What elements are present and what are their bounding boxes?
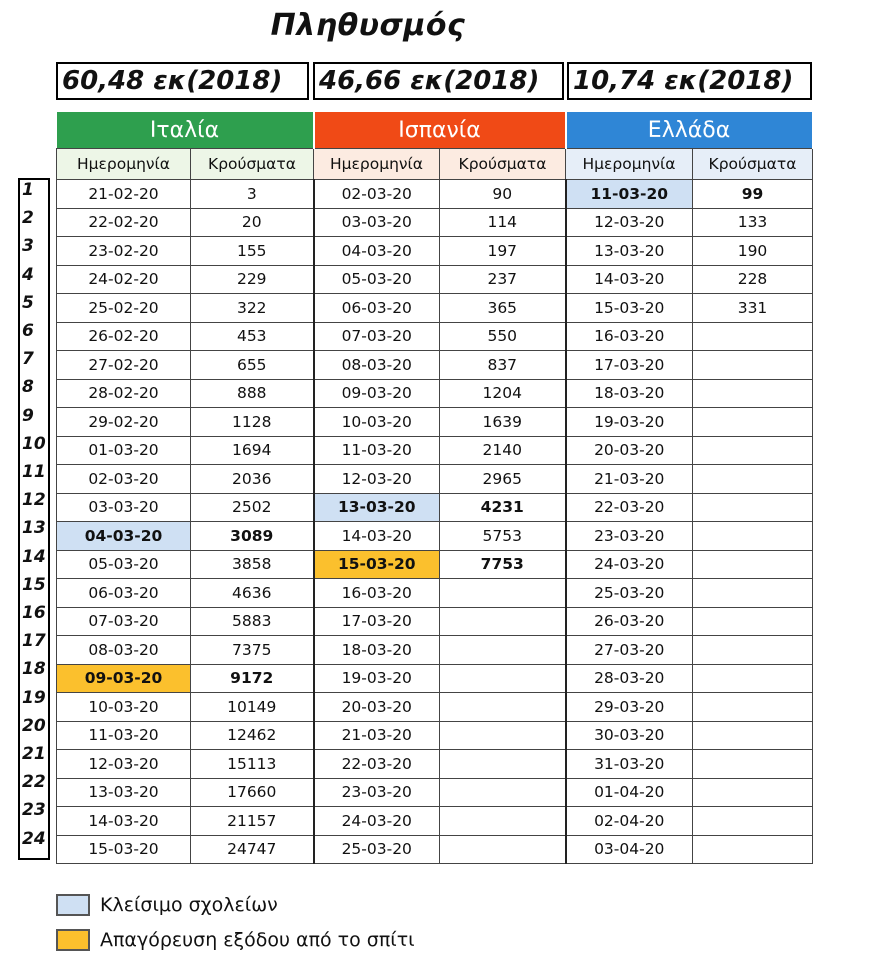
cell-date-spain: 24-03-20 xyxy=(314,807,440,836)
row-number: 9 xyxy=(22,405,34,426)
cell-date-spain: 15-03-20 xyxy=(314,550,440,579)
cell-cases-italy: 322 xyxy=(191,294,314,323)
row-number: 3 xyxy=(22,236,34,257)
table-row xyxy=(57,208,813,237)
cell-cases-spain xyxy=(440,721,566,750)
cell-cases-italy: 24747 xyxy=(191,835,314,864)
cell-date-spain: 21-03-20 xyxy=(314,721,440,750)
cell-date-spain: 25-03-20 xyxy=(314,835,440,864)
cell-date-spain: 23-03-20 xyxy=(314,778,440,807)
cell-cases-italy: 4636 xyxy=(191,579,314,608)
legend-swatch-stay-home xyxy=(56,929,90,951)
column-header-date: Ημερομηνία xyxy=(566,149,693,180)
table-row xyxy=(57,408,813,437)
row-number: 17 xyxy=(22,631,46,652)
cell-cases-greece xyxy=(693,607,813,636)
cell-date-greece: 13-03-20 xyxy=(566,237,693,266)
cell-cases-italy: 15113 xyxy=(191,750,314,779)
cell-date-spain: 19-03-20 xyxy=(314,664,440,693)
row-number: 23 xyxy=(22,800,46,821)
cell-cases-greece: 228 xyxy=(693,265,813,294)
cell-cases-italy: 3089 xyxy=(191,522,314,551)
cell-cases-spain: 114 xyxy=(440,208,566,237)
cell-cases-greece xyxy=(693,693,813,722)
cell-date-spain: 10-03-20 xyxy=(314,408,440,437)
table-row xyxy=(57,721,813,750)
cell-date-italy: 14-03-20 xyxy=(57,807,191,836)
cell-cases-spain xyxy=(440,778,566,807)
cell-cases-spain: 4231 xyxy=(440,493,566,522)
cell-cases-spain: 197 xyxy=(440,237,566,266)
cell-date-greece: 23-03-20 xyxy=(566,522,693,551)
population-italy: 60,48 εκ(2018) xyxy=(56,62,309,100)
row-number: 18 xyxy=(22,659,46,680)
cell-cases-italy: 3 xyxy=(191,180,314,209)
cell-cases-spain xyxy=(440,693,566,722)
table-row xyxy=(57,294,813,323)
cell-cases-greece: 190 xyxy=(693,237,813,266)
cell-cases-italy: 1694 xyxy=(191,436,314,465)
cell-cases-greece xyxy=(693,579,813,608)
cell-date-italy: 09-03-20 xyxy=(57,664,191,693)
cell-date-greece: 01-04-20 xyxy=(566,778,693,807)
cell-cases-italy: 2036 xyxy=(191,465,314,494)
cell-date-greece: 30-03-20 xyxy=(566,721,693,750)
population-spain: 46,66 εκ(2018) xyxy=(313,62,564,100)
country-header-italy: Ιταλία xyxy=(57,112,314,149)
cell-date-spain: 20-03-20 xyxy=(314,693,440,722)
cell-cases-greece xyxy=(693,351,813,380)
row-number: 8 xyxy=(22,377,34,398)
cell-date-italy: 05-03-20 xyxy=(57,550,191,579)
cell-cases-greece xyxy=(693,379,813,408)
cell-cases-italy: 9172 xyxy=(191,664,314,693)
cell-cases-spain xyxy=(440,636,566,665)
cell-cases-greece xyxy=(693,465,813,494)
cell-date-spain: 18-03-20 xyxy=(314,636,440,665)
row-number: 20 xyxy=(22,715,46,736)
cell-date-spain: 02-03-20 xyxy=(314,180,440,209)
table-row xyxy=(57,180,813,209)
cell-date-greece: 22-03-20 xyxy=(566,493,693,522)
cell-cases-greece xyxy=(693,550,813,579)
cell-date-italy: 22-02-20 xyxy=(57,208,191,237)
table-row xyxy=(57,265,813,294)
cell-cases-italy: 10149 xyxy=(191,693,314,722)
cell-cases-spain xyxy=(440,607,566,636)
table-row xyxy=(57,807,813,836)
cell-cases-greece xyxy=(693,778,813,807)
page-title: Πληθυσμός xyxy=(270,8,466,43)
cell-date-italy: 28-02-20 xyxy=(57,379,191,408)
cell-date-italy: 10-03-20 xyxy=(57,693,191,722)
cell-cases-spain: 5753 xyxy=(440,522,566,551)
cell-cases-greece: 331 xyxy=(693,294,813,323)
cell-cases-italy: 20 xyxy=(191,208,314,237)
cell-date-spain: 17-03-20 xyxy=(314,607,440,636)
cell-cases-spain xyxy=(440,579,566,608)
cell-date-italy: 27-02-20 xyxy=(57,351,191,380)
cell-date-italy: 11-03-20 xyxy=(57,721,191,750)
cell-date-greece: 28-03-20 xyxy=(566,664,693,693)
cell-cases-greece xyxy=(693,322,813,351)
cell-cases-greece xyxy=(693,750,813,779)
cell-date-greece: 25-03-20 xyxy=(566,579,693,608)
table-row xyxy=(57,550,813,579)
cell-date-spain: 13-03-20 xyxy=(314,493,440,522)
cell-date-greece: 11-03-20 xyxy=(566,180,693,209)
table-row xyxy=(57,636,813,665)
table-row xyxy=(57,693,813,722)
column-header-cases: Κρούσματα xyxy=(693,149,813,180)
cell-date-spain: 16-03-20 xyxy=(314,579,440,608)
cell-date-greece: 20-03-20 xyxy=(566,436,693,465)
cell-date-greece: 14-03-20 xyxy=(566,265,693,294)
cell-date-spain: 09-03-20 xyxy=(314,379,440,408)
cell-cases-spain: 837 xyxy=(440,351,566,380)
column-header-cases: Κρούσματα xyxy=(440,149,566,180)
legend-label-school-closure: Κλείσιμο σχολείων xyxy=(100,894,278,916)
cell-date-greece: 15-03-20 xyxy=(566,294,693,323)
cell-date-spain: 06-03-20 xyxy=(314,294,440,323)
table-row xyxy=(57,351,813,380)
table-row xyxy=(57,522,813,551)
table-row xyxy=(57,579,813,608)
cell-date-spain: 07-03-20 xyxy=(314,322,440,351)
cell-date-spain: 11-03-20 xyxy=(314,436,440,465)
cell-date-greece: 02-04-20 xyxy=(566,807,693,836)
cell-date-greece: 17-03-20 xyxy=(566,351,693,380)
cell-cases-spain: 1204 xyxy=(440,379,566,408)
row-number: 14 xyxy=(22,546,46,567)
row-number: 16 xyxy=(22,603,46,623)
cell-cases-greece xyxy=(693,664,813,693)
table-row xyxy=(57,379,813,408)
cell-cases-italy: 453 xyxy=(191,322,314,351)
country-header-spain: Ισπανία xyxy=(314,112,566,149)
cell-cases-italy: 21157 xyxy=(191,807,314,836)
table-row xyxy=(57,493,813,522)
row-number: 19 xyxy=(22,687,46,708)
country-header-greece: Ελλάδα xyxy=(566,112,813,149)
cell-date-italy: 12-03-20 xyxy=(57,750,191,779)
table-row xyxy=(57,607,813,636)
cell-date-greece: 21-03-20 xyxy=(566,465,693,494)
row-number: 15 xyxy=(22,574,46,595)
table-row xyxy=(57,835,813,864)
cell-date-spain: 22-03-20 xyxy=(314,750,440,779)
row-number: 5 xyxy=(22,292,34,313)
cell-cases-spain: 1639 xyxy=(440,408,566,437)
cell-cases-italy: 2502 xyxy=(191,493,314,522)
cell-date-greece: 31-03-20 xyxy=(566,750,693,779)
cell-cases-greece xyxy=(693,522,813,551)
cell-cases-spain: 237 xyxy=(440,265,566,294)
legend-swatch-school-closure xyxy=(56,894,90,916)
cell-cases-spain: 365 xyxy=(440,294,566,323)
cell-cases-italy: 655 xyxy=(191,351,314,380)
cell-cases-greece xyxy=(693,493,813,522)
row-number: 1 xyxy=(22,180,34,200)
cell-date-italy: 21-02-20 xyxy=(57,180,191,209)
row-number: 12 xyxy=(22,490,46,511)
cell-date-spain: 08-03-20 xyxy=(314,351,440,380)
cell-cases-greece xyxy=(693,436,813,465)
table-body xyxy=(57,180,813,864)
table-row xyxy=(57,465,813,494)
legend-stay-home xyxy=(56,929,415,951)
table-row xyxy=(57,436,813,465)
cell-cases-spain xyxy=(440,664,566,693)
cases-table xyxy=(56,112,814,864)
cell-date-italy: 13-03-20 xyxy=(57,778,191,807)
population-greece: 10,74 εκ(2018) xyxy=(567,62,812,100)
cell-date-italy: 25-02-20 xyxy=(57,294,191,323)
cell-cases-spain xyxy=(440,750,566,779)
cell-cases-italy: 229 xyxy=(191,265,314,294)
cell-cases-italy: 5883 xyxy=(191,607,314,636)
row-number: 24 xyxy=(22,828,46,849)
cell-date-spain: 04-03-20 xyxy=(314,237,440,266)
cell-date-greece: 03-04-20 xyxy=(566,835,693,864)
cell-cases-spain: 2965 xyxy=(440,465,566,494)
cell-cases-italy: 12462 xyxy=(191,721,314,750)
table-row xyxy=(57,778,813,807)
cell-date-spain: 12-03-20 xyxy=(314,465,440,494)
row-number: 22 xyxy=(22,772,46,793)
cell-date-italy: 04-03-20 xyxy=(57,522,191,551)
cell-date-italy: 03-03-20 xyxy=(57,493,191,522)
cell-cases-greece xyxy=(693,636,813,665)
cell-date-italy: 06-03-20 xyxy=(57,579,191,608)
cell-date-spain: 03-03-20 xyxy=(314,208,440,237)
cell-cases-spain: 90 xyxy=(440,180,566,209)
cell-date-greece: 19-03-20 xyxy=(566,408,693,437)
cases-table-container xyxy=(56,112,814,864)
cell-cases-spain xyxy=(440,807,566,836)
cell-cases-greece xyxy=(693,721,813,750)
row-number: 21 xyxy=(22,744,46,764)
row-number: 4 xyxy=(22,264,34,285)
cell-cases-spain: 7753 xyxy=(440,550,566,579)
cell-date-spain: 14-03-20 xyxy=(314,522,440,551)
cell-date-italy: 07-03-20 xyxy=(57,607,191,636)
row-number-column xyxy=(18,178,50,860)
cell-date-greece: 18-03-20 xyxy=(566,379,693,408)
legend-label-stay-home: Απαγόρευση εξόδου από το σπίτι xyxy=(100,929,415,951)
cell-cases-italy: 3858 xyxy=(191,550,314,579)
row-number: 2 xyxy=(22,208,34,229)
column-header-cases: Κρούσματα xyxy=(191,149,314,180)
cell-date-italy: 02-03-20 xyxy=(57,465,191,494)
cell-date-italy: 08-03-20 xyxy=(57,636,191,665)
cell-cases-spain: 2140 xyxy=(440,436,566,465)
cell-cases-greece xyxy=(693,807,813,836)
cell-date-italy: 26-02-20 xyxy=(57,322,191,351)
cell-cases-italy: 155 xyxy=(191,237,314,266)
cell-date-italy: 29-02-20 xyxy=(57,408,191,437)
cell-date-italy: 23-02-20 xyxy=(57,237,191,266)
row-number: 7 xyxy=(22,349,34,370)
table-row xyxy=(57,322,813,351)
cell-cases-italy: 17660 xyxy=(191,778,314,807)
cell-cases-spain: 550 xyxy=(440,322,566,351)
cell-date-italy: 24-02-20 xyxy=(57,265,191,294)
column-header-date: Ημερομηνία xyxy=(314,149,440,180)
cell-date-italy: 15-03-20 xyxy=(57,835,191,864)
table-row xyxy=(57,664,813,693)
cell-cases-greece xyxy=(693,408,813,437)
cell-date-greece: 24-03-20 xyxy=(566,550,693,579)
cell-cases-greece xyxy=(693,835,813,864)
column-header-date: Ημερομηνία xyxy=(57,149,191,180)
cell-cases-italy: 888 xyxy=(191,379,314,408)
row-number: 13 xyxy=(22,518,46,539)
row-number: 10 xyxy=(22,433,46,454)
cell-date-greece: 27-03-20 xyxy=(566,636,693,665)
cell-date-greece: 12-03-20 xyxy=(566,208,693,237)
table-row xyxy=(57,237,813,266)
cell-cases-spain xyxy=(440,835,566,864)
legend-school-closure xyxy=(56,894,278,916)
cell-cases-greece: 133 xyxy=(693,208,813,237)
cell-cases-greece: 99 xyxy=(693,180,813,209)
cell-date-italy: 01-03-20 xyxy=(57,436,191,465)
cell-date-spain: 05-03-20 xyxy=(314,265,440,294)
row-number: 6 xyxy=(22,321,34,341)
cell-date-greece: 29-03-20 xyxy=(566,693,693,722)
cell-date-greece: 26-03-20 xyxy=(566,607,693,636)
cell-cases-italy: 1128 xyxy=(191,408,314,437)
row-number: 11 xyxy=(22,462,46,482)
cell-date-greece: 16-03-20 xyxy=(566,322,693,351)
table-row xyxy=(57,750,813,779)
cell-cases-italy: 7375 xyxy=(191,636,314,665)
